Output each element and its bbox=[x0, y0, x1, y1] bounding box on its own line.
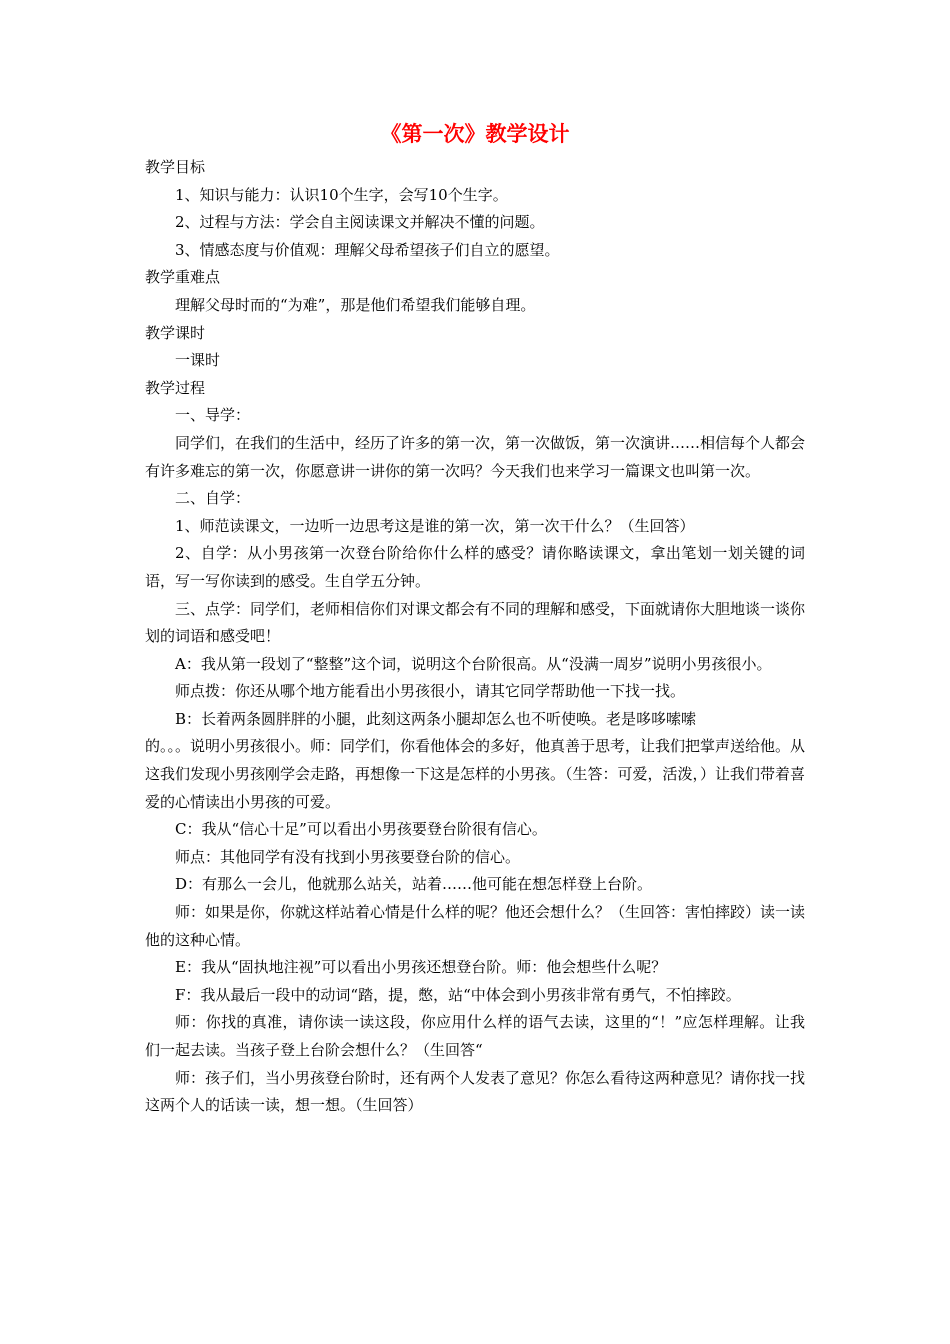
paragraph: 三、点学：同学们，老师相信你们对课文都会有不同的理解和感受，下面就请你大胆地谈一谈你划的词语和感受吧！ bbox=[145, 599, 806, 646]
document-body bbox=[145, 154, 805, 1120]
paragraph: 1、知识与能力：认识10个生字，会写10个生字。 bbox=[175, 185, 508, 204]
section-heading: 教学目标 bbox=[145, 158, 206, 176]
paragraph: 1、师范读课文，一边听一边思考这是谁的第一次，第一次干什么？（生回答） bbox=[175, 516, 695, 535]
paragraph: 师点：其他同学有没有找到小男孩要登台阶的信心。 bbox=[175, 847, 521, 866]
paragraph: 一、导学： bbox=[175, 406, 251, 425]
paragraph: 师点拨：你还从哪个地方能看出小男孩很小，请其它同学帮助他一下找一找。 bbox=[175, 682, 686, 701]
paragraph: 师：孩子们，当小男孩登台阶时，还有两个人发表了意见？你怎么看待这两种意见？请你找一找这两个人的话读一读，想一想。（生回答） bbox=[145, 1068, 806, 1115]
paragraph: D：有那么一会儿，他就那么站关，站着……他可能在想怎样登上台阶。 bbox=[175, 875, 653, 894]
paragraph: 同学们，在我们的生活中，经历了许多的第一次，第一次做饭，第一次演讲……相信每个人都会有许多难忘的第一次，你愿意讲一讲你的第一次吗？今天我们也来学习一篇课文也叫第一次。 bbox=[145, 433, 806, 480]
paragraph: 3、情感态度与价值观：理解父母希望孩子们自立的愿望。 bbox=[175, 240, 560, 259]
paragraph: 一课时 bbox=[175, 351, 221, 370]
section-heading: 教学过程 bbox=[145, 378, 206, 397]
paragraph: 师：你找的真准，请你读一读这段，你应用什么样的语气去读，这里的“！”应怎样理解。让我们一起去读。当孩子登上台阶会想什么？（生回答“ bbox=[145, 1013, 805, 1059]
paragraph: E：我从“固执地注视”可以看出小男孩还想登台阶。师：他会想些什么呢？ bbox=[175, 958, 667, 977]
paragraph: C：我从“信心十足”可以看出小男孩要登台阶很有信心。 bbox=[175, 820, 547, 839]
paragraph: B：长着两条圆胖胖的小腿，此刻这两条小腿却怎么也不听使唤。老是哆哆嗦嗦 bbox=[175, 709, 697, 728]
section-heading: 教学重难点 bbox=[145, 268, 221, 287]
section-heading: 教学课时 bbox=[145, 323, 206, 342]
paragraph: 2、过程与方法：学会自主阅读课文并解决不懂的问题。 bbox=[175, 213, 545, 232]
document-title: 《第一次》教学设计 bbox=[380, 121, 570, 146]
paragraph: F：我从最后一段中的动词“踏，提，憋，站“中体会到小男孩非常有勇气，不怕摔跤。 bbox=[175, 985, 741, 1004]
paragraph: 二、自学： bbox=[175, 489, 251, 508]
paragraph: 2、自学：从小男孩第一次登台阶给你什么样的感受？请你略读课文，拿出笔划一划关键的词语，写一写你读到的感受。生自学五分钟。 bbox=[145, 544, 805, 590]
paragraph: 师：如果是你，你就这样站着心情是什么样的呢？他还会想什么？（生回答：害怕摔跤）读一读他的这种心情。 bbox=[145, 903, 806, 949]
paragraph: 的。。。说明小男孩很小。师：同学们，你看他体会的多好，他真善于思考，让我们把掌声送给他。从这我们发现小男孩刚学会走路，再想像一下这是怎样的小男孩。（生答：可爱，活泼，）让我们带着喜爱的心情读出小男孩的可爱。 bbox=[145, 737, 806, 811]
paragraph: A：我从第一段划了“整整”这个词，说明这个台阶很高。从“没满一周岁”说明小男孩很小。 bbox=[175, 654, 772, 673]
paragraph: 理解父母时而的“为难”，那是他们希望我们能够自理。 bbox=[175, 295, 536, 314]
